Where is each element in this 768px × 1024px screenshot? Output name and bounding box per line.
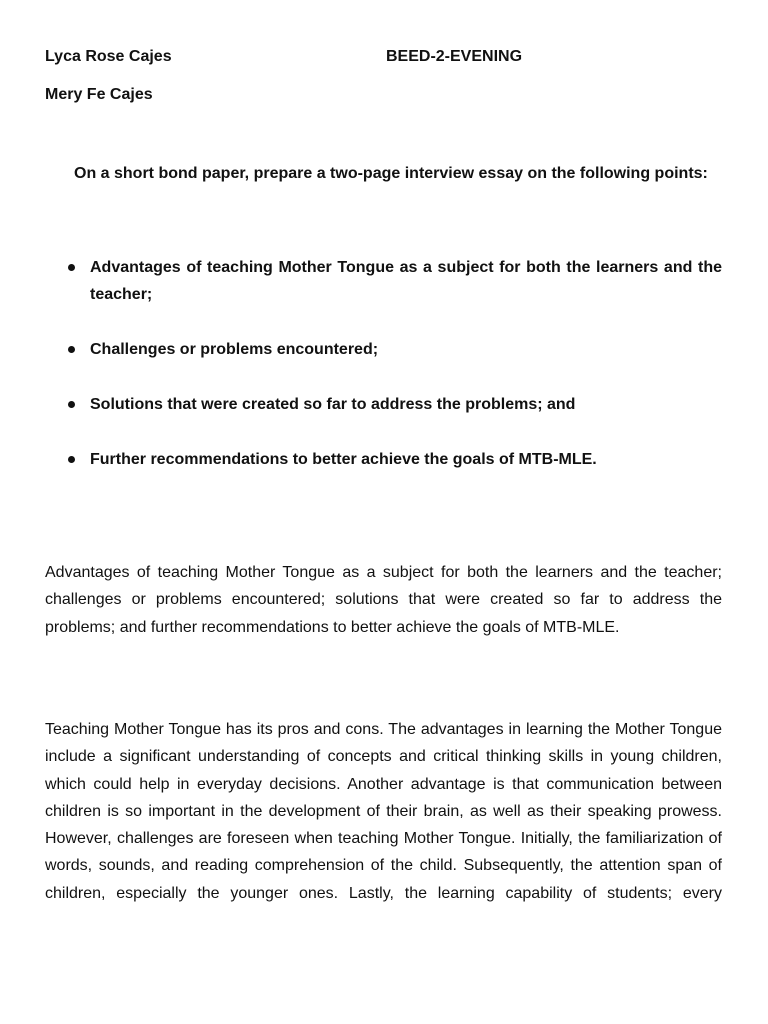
body-paragraph-1: Advantages of teaching Mother Tongue as a subject for both the learners and the teacher; challenges or problems encountered; solutions that were created so far to address the problems; and further recommendations to better achieve the goals of MTB-MLE.	[45, 564, 722, 636]
list-item-text: Further recommendations to better achieve the goals of MTB-MLE.	[90, 451, 597, 468]
bullet-icon	[68, 346, 75, 353]
list-item-text: Solutions that were created so far to address the problems; and	[90, 396, 576, 413]
list-item	[45, 254, 722, 308]
class-section-label: BEED-2-EVENING	[386, 48, 523, 65]
header-row	[45, 48, 725, 72]
author-name-1: Lyca Rose Cajes	[45, 48, 172, 65]
list-item	[45, 446, 722, 473]
list-item-text: Challenges or problems encountered;	[90, 341, 379, 358]
body-paragraph-2: Teaching Mother Tongue has its pros and cons. The advantages in learning the Mother Tongue include a significant understanding of concepts and critical thinking skills in young children, which could help in everyday decisions. Another advantage is that communication between children is so important in the development of their brain, as well as their speaking prowess. However, challenges are foreseen when teaching Mother Tongue. Initially, the familiarization of words, sounds, and reading comprehension of the child. Subsequently, the attention span of children, especially the younger ones. Lastly, the learning capability of students; every	[45, 721, 722, 902]
list-item	[45, 336, 722, 363]
bullet-icon	[68, 264, 75, 271]
bullet-icon	[68, 456, 75, 463]
points-list	[45, 254, 722, 501]
instruction-text: On a short bond paper, prepare a two-page interview essay on the following points:	[74, 165, 708, 182]
list-item	[45, 391, 722, 418]
list-item-text: Advantages of teaching Mother Tongue as a subject for both the learners and the teacher;	[90, 259, 722, 303]
bullet-icon	[68, 401, 75, 408]
author-name-2: Mery Fe Cajes	[45, 86, 153, 103]
